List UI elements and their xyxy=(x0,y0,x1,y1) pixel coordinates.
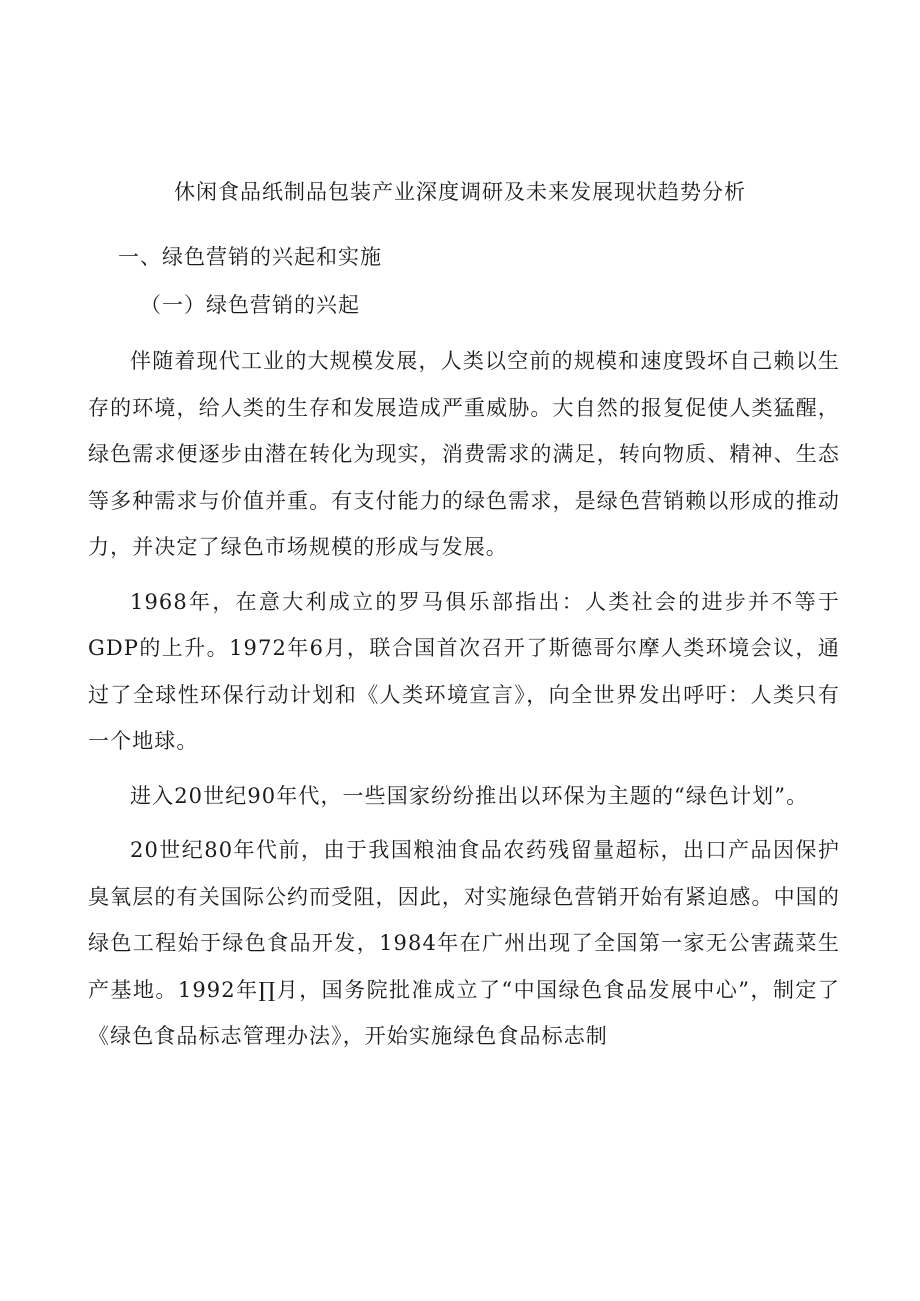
section-heading: 一、绿色营销的兴起和实施 xyxy=(118,245,382,269)
document-body xyxy=(88,338,840,1068)
subsection-heading: （一）绿色营销的兴起 xyxy=(140,293,360,317)
document-title: 休闲食品纸制品包装产业深度调研及未来发展现状趋势分析 xyxy=(174,180,746,204)
paragraph-3: 进入20世纪90年代，一些国家纷纷推出以环保为主题的“绿色计划”。 xyxy=(130,783,809,808)
paragraph-1: 伴随着现代工业的大规模发展，人类以空前的规模和速度毁坏自己赖以生存的环境，给人类的生存和发展造成严重威胁。大自然的报复促使人类猛醒，绿色需求便逐步由潜在转化为现实，消费需求的满足，转向物质、精神、生态等多种需求与价值并重。有支付能力的绿色需求，是绿色营销赖以形成的推动力，并决定了绿色市场规模的形成与发展。 xyxy=(88,349,840,559)
paragraph-2: 1968年，在意大利成立的罗马俱乐部指出：人类社会的进步并不等于GDP的上升。1972年6月，联合国首次召开了斯德哥尔摩人类环境会议，通过了全球性环保行动计划和《人类环境宣言》，向全世界发出呼吁：人类只有一个地球。 xyxy=(88,589,840,753)
paragraph-4: 20世纪80年代前，由于我国粮油食品农药残留量超标，出口产品因保护臭氧层的有关国际公约而受阻，因此，对实施绿色营销开始有紧迫感。中国的绿色工程始于绿色食品开发，1984年在广州出现了全国第一家无公害蔬菜生产基地。1992年∏月，国务院批准成立了“中国绿色食品发展中心”，制定了《绿色食品标志管理办法》，开始实施绿色食品标志制 xyxy=(88,838,840,1048)
